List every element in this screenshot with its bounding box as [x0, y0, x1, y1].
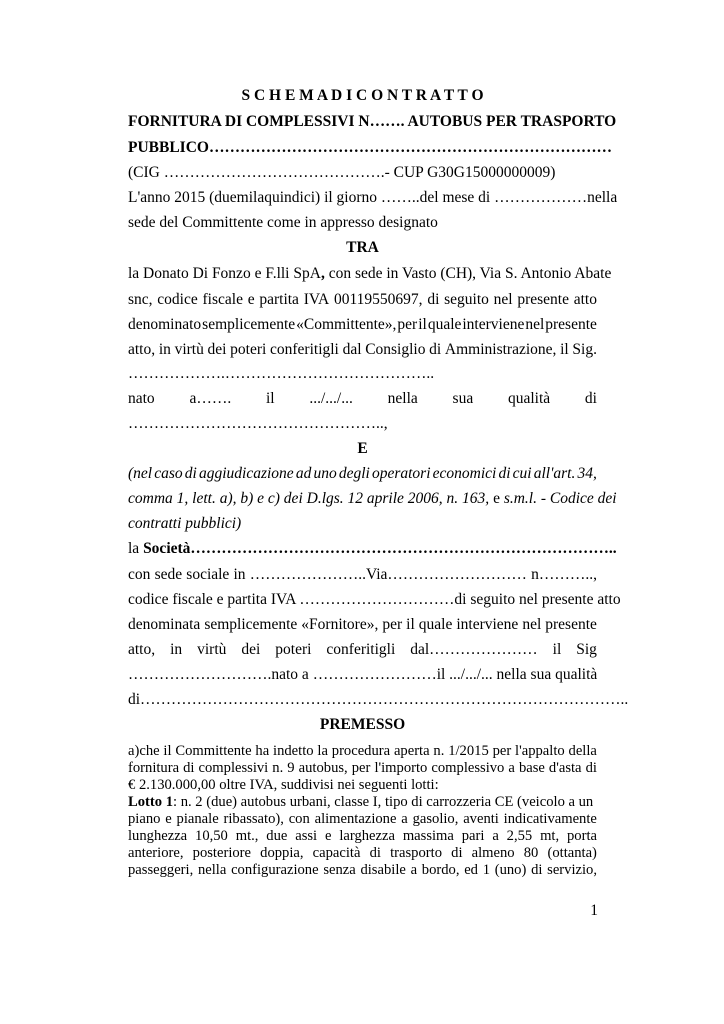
word: interviene [456, 616, 519, 633]
word: per [492, 743, 512, 759]
party1-line-6 [128, 390, 597, 408]
word: di [531, 862, 543, 878]
word: dal [342, 341, 362, 358]
word: virtù [197, 641, 227, 658]
word: semplicemente [204, 616, 298, 633]
word: aperta [393, 743, 430, 759]
word: d'asta [548, 760, 582, 776]
word: degli [338, 465, 370, 482]
word: della [568, 743, 597, 759]
word: per [351, 760, 371, 776]
word: 34, [577, 465, 597, 482]
word: piano [128, 811, 161, 827]
lotto1-line-1: Lotto 1: n. 2 (due) autobus urbani, classe I, tipo di carrozzeria CE (veicolo a un [128, 794, 594, 810]
word: fiscale [202, 291, 243, 308]
word: .../.../... [309, 390, 353, 407]
party2-line-4 [128, 616, 597, 634]
note-line-2: comma 1, lett. a), b) e c) dei D.lgs. 12 aprile 2006, n. 163, e s.m.l. - Codice dei [128, 490, 617, 507]
word: almeno [471, 845, 515, 861]
word: Committente [175, 743, 252, 759]
word: conferitigli [270, 341, 339, 358]
lotto1-line-4 [128, 845, 597, 862]
word: a [401, 811, 408, 827]
word: IVA [303, 291, 330, 308]
word: ed [464, 862, 478, 878]
word: in [170, 641, 183, 658]
cig-cup-line: (CIG …………………………………….- CUP G30G15000000009) [128, 164, 556, 181]
word: indicativamente [503, 811, 597, 827]
word: qualità [507, 390, 551, 407]
word: con [288, 811, 310, 827]
word: il [163, 743, 172, 759]
word: di [427, 291, 440, 308]
word: presente [545, 316, 597, 333]
party2-line-3: codice fiscale e partita IVA …………………………di seguito nel presente atto [128, 591, 621, 608]
word: virtù [174, 341, 204, 358]
word: la [317, 743, 328, 759]
heading-line-2: PUBBLICO…………………………………………………………………… [128, 139, 612, 156]
tra-heading: TRA [346, 239, 379, 256]
word: 9 [287, 760, 295, 776]
e-heading: E [357, 440, 368, 457]
word: porta [566, 828, 597, 844]
word: indetto [273, 743, 314, 759]
word: 1 [482, 862, 490, 878]
word: a……. [189, 390, 232, 407]
word: (nel [128, 465, 153, 482]
word: n……….., [531, 566, 597, 583]
word: all'art. [533, 465, 576, 482]
word: nel [522, 616, 542, 633]
word: capacità [312, 845, 361, 861]
word: servizio, [547, 862, 597, 878]
word: aventi [463, 811, 499, 827]
word: e [247, 291, 255, 308]
word: nella [197, 862, 227, 878]
word: pianale [176, 811, 219, 827]
word: sua [452, 390, 474, 407]
word: il [560, 341, 569, 358]
word: quale [427, 316, 462, 333]
word: di [184, 465, 197, 482]
word: codice [157, 291, 198, 308]
lotto1-line-2 [128, 811, 597, 828]
word: presente [517, 291, 569, 308]
lotto1-line-3 [128, 828, 597, 845]
word: 10,50 [195, 828, 228, 844]
word: lunghezza [128, 828, 188, 844]
word: l'appalto [515, 743, 565, 759]
word: dal………………… [410, 641, 538, 658]
word: complessivi [198, 760, 269, 776]
word: presente [545, 616, 597, 633]
word: anteriore, [128, 845, 184, 861]
word: Sig. [572, 341, 597, 358]
word: di [585, 760, 597, 776]
word: il [552, 641, 562, 658]
word: di [498, 465, 511, 482]
word: atto, [128, 641, 156, 658]
word: …………………..Via……………………… [249, 566, 527, 583]
word: di [584, 390, 597, 407]
party2-line-7: di………………………………………………………………………………….. [128, 691, 629, 708]
word: di [429, 341, 442, 358]
word: ha [255, 743, 270, 759]
word: mt., [235, 828, 259, 844]
word: configurazione [231, 862, 319, 878]
party1-line-5: ……………….………………………………….. [128, 365, 435, 382]
word: snc, [128, 291, 153, 308]
word: trasporto [390, 845, 442, 861]
word: di [183, 760, 195, 776]
heading-line-1: FORNITURA DI COMPLESSIVI N……. AUTOBUS PER TRASPORTO [128, 113, 617, 130]
word: alimentazione [314, 811, 397, 827]
word: doppia, [260, 845, 304, 861]
document-title: S C H E M A D I C O N T R A T T O [241, 87, 484, 104]
word: (uno) [494, 862, 527, 878]
party1-line-4 [128, 341, 597, 359]
word: uno [313, 465, 337, 482]
word: larghezza [339, 828, 395, 844]
word: per [382, 616, 403, 633]
word: seguito [444, 291, 489, 308]
word: nella [387, 390, 418, 407]
page-number: 1 [590, 902, 598, 919]
word: nato [128, 390, 155, 407]
word: cui [512, 465, 532, 482]
word: per [397, 316, 418, 333]
party2-line-6: ……………………….nato a ……………………il .../.../... nella sua qualità [128, 666, 598, 683]
note-line-3: contratti pubblici) [128, 515, 242, 532]
word: a [410, 862, 418, 878]
party1-line-3 [128, 316, 597, 334]
word: atto [573, 291, 597, 308]
lotto1-line-5 [128, 862, 597, 879]
word: operatori [371, 465, 431, 482]
word: in [233, 566, 246, 583]
word: in [158, 341, 171, 358]
word: sociale [186, 566, 230, 583]
word: 00119550697, [334, 291, 423, 308]
word: Amministrazione, [444, 341, 557, 358]
para-a-line-3: € 2.130.000,00 oltre IVA, suddivisi nei seguenti lotti: [128, 777, 439, 793]
word: di [369, 845, 381, 861]
note-line-1 [128, 465, 597, 483]
word: denominata [128, 616, 201, 633]
word: dei [207, 341, 227, 358]
word: fornitura [128, 760, 180, 776]
word: e [324, 828, 332, 844]
word: il [265, 390, 275, 407]
word: complessivo [431, 760, 505, 776]
word: poteri [230, 341, 267, 358]
word: disabile [360, 862, 406, 878]
word: 2,55 [506, 828, 533, 844]
premesso-heading: PREMESSO [319, 716, 406, 733]
word: sede [154, 566, 183, 583]
word: il [406, 616, 415, 633]
party2-line-5 [128, 641, 597, 659]
party1-line-7: ………………………………………….., [128, 415, 388, 432]
word: due [266, 828, 288, 844]
word: procedura [331, 743, 391, 759]
word: mt, [540, 828, 560, 844]
word: massima [402, 828, 454, 844]
word: dei [241, 641, 261, 658]
word: «Fornitore», [301, 616, 379, 633]
word: n. [272, 760, 284, 776]
word: nel [493, 291, 513, 308]
word: il [418, 316, 427, 333]
intro-line-1: L'anno 2015 (duemilaquindici) il giorno ……..del mese di ………………nella [128, 189, 618, 206]
word: posteriore [192, 845, 252, 861]
word: bordo, [421, 862, 460, 878]
word: poteri [275, 641, 312, 658]
word: n. [433, 743, 445, 759]
word: caso [154, 465, 183, 482]
word: a [508, 760, 515, 776]
party2-line-2 [128, 566, 597, 584]
word: economici [432, 465, 497, 482]
word: a [492, 828, 499, 844]
word: nel [525, 316, 545, 333]
word: base [518, 760, 545, 776]
word: 80 [523, 845, 539, 861]
word: quale [418, 616, 453, 633]
word: interviene [462, 316, 525, 333]
word: a)che [128, 743, 160, 759]
word: assi [295, 828, 318, 844]
word: semplicemente [202, 316, 296, 333]
party1-line-2 [128, 291, 597, 309]
party2-line-1: la Società……………………………………………………………………….. [128, 540, 617, 557]
para-a-line-2 [128, 760, 597, 777]
word: «Committente», [296, 316, 397, 333]
word: con [128, 566, 151, 583]
word: denominato [128, 316, 202, 333]
word: Consiglio [365, 341, 426, 358]
word: passeggeri, [128, 862, 194, 878]
word: 1/2015 [448, 743, 489, 759]
word: pari [461, 828, 485, 844]
party1-line-1: la Donato Di Fonzo e F.lli SpA, con sede in Vasto (CH), Via S. Antonio Abate [128, 265, 612, 282]
word: ad [295, 465, 312, 482]
word: partita [259, 291, 299, 308]
word: (ottanta) [547, 845, 597, 861]
word: senza [323, 862, 356, 878]
intro-line-2: sede del Committente come in appresso designato [128, 214, 438, 231]
word: di [451, 845, 463, 861]
word: autobus, [298, 760, 348, 776]
word: ribassato), [223, 811, 284, 827]
word: atto, [128, 341, 156, 358]
word: gasolio, [412, 811, 459, 827]
word: conferitigli [326, 641, 396, 658]
word: aggiudicazione [198, 465, 294, 482]
word: l'importo [374, 760, 428, 776]
para-a-line-1 [128, 743, 597, 760]
word: e [165, 811, 172, 827]
word: Sig [576, 641, 597, 658]
